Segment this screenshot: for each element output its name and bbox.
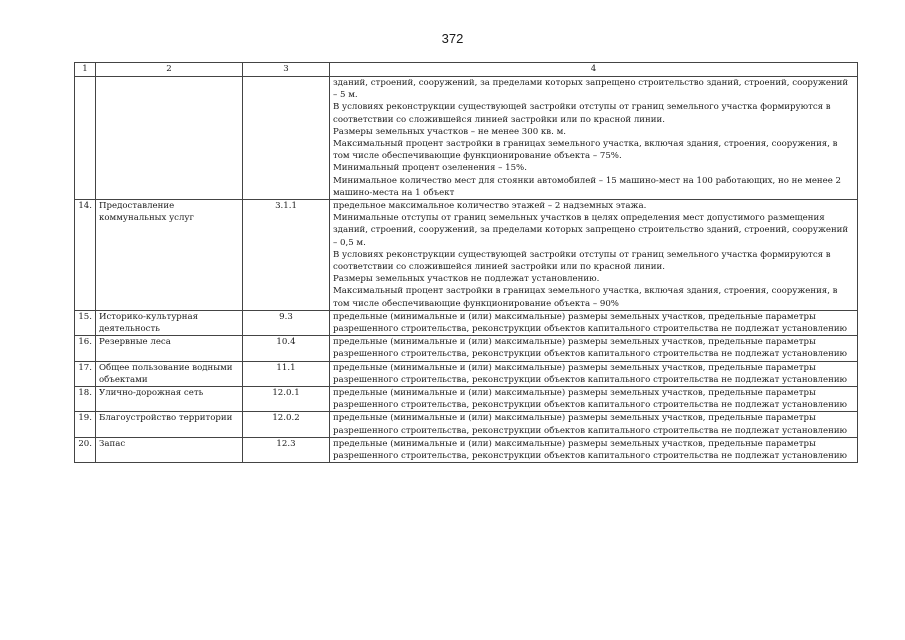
description-line: Размеры земельных участков – не менее 300 кв. м. (333, 126, 567, 137)
description-cell (330, 361, 858, 386)
row-number: 18. (75, 387, 96, 412)
row-code: 12.0.2 (243, 412, 330, 437)
row-name: Предоставление коммунальных услуг (96, 200, 243, 311)
row-code: 10.4 (243, 336, 330, 361)
description-cell (330, 437, 858, 462)
row-number: 17. (75, 361, 96, 386)
column-header: 2 (96, 63, 243, 77)
row-name: Историко-культурная деятельность (96, 310, 243, 335)
description-line: предельные (минимальные и (или) максимальные) размеры земельных участков, предельные параметры разрешенного строительства, реконструкции объектов капитального строительства не подлежат установлению (333, 311, 848, 335)
row-number: 15. (75, 310, 96, 335)
description-line: Минимальные отступы от границ земельных участков в целях определения мест допустимого размещения зданий, строений, сооружений, за пределами которых запрещено строительство зданий, строений, сооружений – 0,5 м. (333, 213, 849, 248)
description-line: Минимальное количество мест для стоянки автомобилей – 15 машино-мест на 100 работающих, но не менее 2 машино-места на 1 объект (333, 175, 842, 198)
table-row (75, 412, 858, 437)
description-cell (330, 336, 858, 361)
row-name: Резервные леса (96, 336, 243, 361)
row-code: 12.3 (243, 437, 330, 462)
description-line: предельные (минимальные и (или) максимальные) размеры земельных участков, предельные параметры разрешенного строительства, реконструкции объектов капитального строительства не подлежат установлению (333, 413, 848, 436)
table-row-continuation (75, 77, 858, 200)
table-row (75, 310, 858, 335)
description-line: Размеры земельных участков не подлежат установлению. (333, 274, 600, 285)
description-cell (330, 387, 858, 412)
table-header-row (75, 63, 858, 77)
row-code: 11.1 (243, 361, 330, 386)
table-row (75, 336, 858, 361)
description-cell (330, 77, 858, 200)
name-cell (96, 77, 243, 200)
row-code: 12.0.1 (243, 387, 330, 412)
column-header: 3 (243, 63, 330, 77)
row-number: 14. (75, 200, 96, 311)
regulations-table (74, 62, 858, 463)
row-code: 9.3 (243, 310, 330, 335)
table-row (75, 437, 858, 462)
number-cell (75, 77, 96, 200)
description-line: В условиях реконструкции существующей застройки отступы от границ земельного участка формируются в соответствии со сложившейся линией застройки или по красной линии. (333, 102, 831, 125)
description-cell (330, 412, 858, 437)
description-line: предельные (минимальные и (или) максимальные) размеры земельных участков, предельные параметры разрешенного строительства, реконструкции объектов капитального строительства не подлежат установлению (333, 362, 848, 385)
description-line: предельные (минимальные и (или) максимальные) размеры земельных участков, предельные параметры разрешенного строительства, реконструкции объектов капитального строительства не подлежат установлению (333, 337, 848, 360)
row-name: Запас (96, 437, 243, 462)
row-code: 3.1.1 (243, 200, 330, 311)
column-header: 1 (75, 63, 96, 77)
row-number: 19. (75, 412, 96, 437)
code-cell (243, 77, 330, 200)
page-number: 372 (441, 31, 464, 46)
table-row (75, 200, 858, 311)
row-number: 16. (75, 336, 96, 361)
description-cell (330, 310, 858, 335)
row-name: Общее пользование водными объектами (96, 361, 243, 386)
description-line: Максимальный процент застройки в границах земельного участка, включая здания, строения, сооружения, в том числе обеспечивающие функционирование объекта – 90% (333, 286, 838, 309)
table-row (75, 387, 858, 412)
description-line: Минимальный процент озеленения – 15%. (333, 163, 527, 174)
description-line: Максимальный процент застройки в границах земельного участка, включая здания, строения, сооружения, в том числе обеспечивающие функционирование объекта – 75%. (333, 139, 838, 162)
row-number: 20. (75, 437, 96, 462)
description-line: В условиях реконструкции существующей застройки отступы от границ земельного участка формируются в соответствии со сложившейся линией застройки или по красной линии. (333, 249, 831, 273)
description-line: предельное максимальное количество этажей – 2 надземных этажа. (333, 201, 647, 212)
row-name: Благоустройство территории (96, 412, 243, 437)
description-line: предельные (минимальные и (или) максимальные) размеры земельных участков, предельные параметры разрешенного строительства, реконструкции объектов капитального строительства не подлежат установлению (333, 388, 848, 411)
description-line: предельные (минимальные и (или) максимальные) размеры земельных участков, предельные параметры разрешенного строительства, реконструкции объектов капитального строительства не подлежат установлению (333, 438, 848, 462)
description-cell (330, 200, 858, 311)
column-header: 4 (330, 63, 858, 77)
row-name: Улично-дорожная сеть (96, 387, 243, 412)
table-row (75, 361, 858, 386)
description-line: зданий, строений, сооружений, за пределами которых запрещено строительство зданий, строений, сооружений – 5 м. (333, 78, 849, 101)
